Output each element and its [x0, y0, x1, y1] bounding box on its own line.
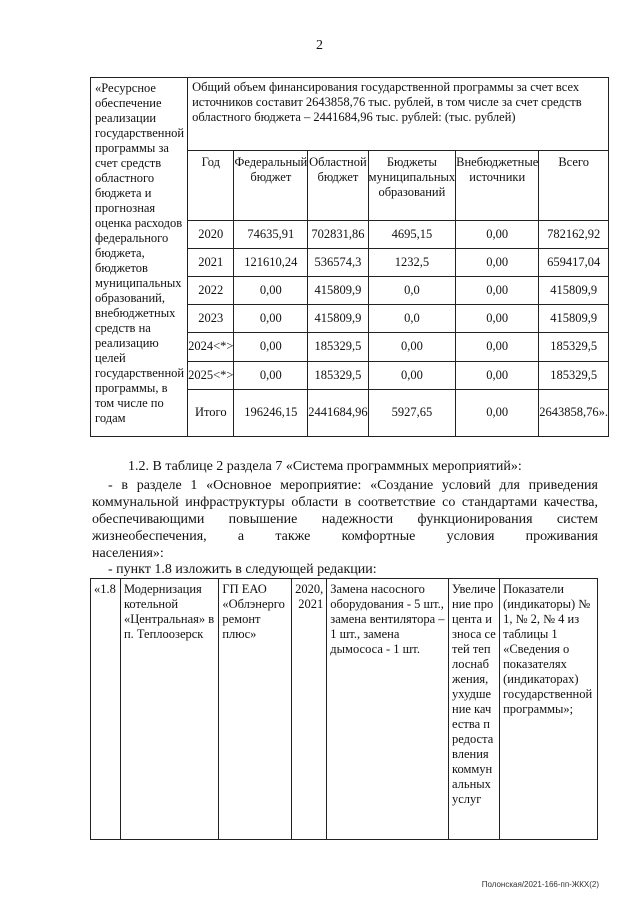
value-cell: 0,00 — [456, 389, 539, 436]
financing-intro: Общий объем финансирования государственной программы за счет всех источников составит 2643858,76 тыс. рублей, в том числе за счет средств областного бюджета – 2441684,96 тыс. рублей: (тыс. рублей) — [188, 78, 609, 151]
value-cell: 1232,5 — [368, 248, 456, 276]
value-cell: 415809,9 — [539, 277, 609, 305]
value-cell: 415809,9 — [539, 305, 609, 333]
value-cell: 196246,15 — [234, 389, 308, 436]
value-cell: 0,00 — [456, 277, 539, 305]
resource-label: «Ресурсное обеспечение реализации государственной программы за счет средств областного бюджета и прогнозная оценка расходов федерального бюджета, бюджетов муниципальных образований, внебюджетных средств на реализацию целей государственной программы, в том числе по годам — [91, 78, 188, 437]
value-cell: 0,00 — [456, 220, 539, 248]
value-cell: 185329,5 — [308, 333, 368, 361]
header-cell: Год — [188, 151, 234, 220]
item-years-cell: 2020, 2021 — [292, 579, 327, 840]
paragraph-item-1-8: - пункт 1.8 изложить в следующей редакции: — [108, 562, 377, 577]
value-cell: 0,0 — [368, 305, 456, 333]
value-cell: 0,00 — [234, 305, 308, 333]
value-cell: 0,00 — [368, 333, 456, 361]
value-cell: 659417,04 — [539, 248, 609, 276]
total-label-cell: Итого — [188, 389, 234, 436]
value-cell: 0,00 — [234, 361, 308, 389]
value-cell: 74635,91 — [234, 220, 308, 248]
table-row — [91, 579, 598, 840]
paragraph-section-1: - в разделе 1 «Основное мероприятие: «Создание условий для приведения коммунальной инфраструктуры области в соответствие со стандартами качества, обеспечивающими повышение надежности функционирования систем жизнеобеспечения, а также комфортные условия проживания — [92, 478, 598, 544]
value-cell: 185329,5 — [308, 361, 368, 389]
value-cell: 415809,9 — [308, 305, 368, 333]
page-number: 2 — [316, 38, 323, 53]
footer-reference: Полонская/2021-166-пп-ЖКХ(2) — [481, 880, 599, 889]
value-cell: 782162,92 — [539, 220, 609, 248]
value-cell: 536574,3 — [308, 248, 368, 276]
year-cell: 2022 — [188, 277, 234, 305]
value-cell: 0,00 — [456, 248, 539, 276]
item-consequence-cell: Увеличение процента износа сетей теплоснабжения, ухудшение качества предоставления коммунальных услуг — [449, 579, 500, 840]
value-cell: 185329,5 — [539, 361, 609, 389]
year-cell: 2023 — [188, 305, 234, 333]
value-cell: 0,00 — [234, 277, 308, 305]
year-cell: 2024<*> — [188, 333, 234, 361]
item-table — [90, 578, 598, 840]
paragraph-section-table2: 1.2. В таблице 2 раздела 7 «Система программных мероприятий»: — [128, 459, 522, 474]
value-cell: 0,00 — [456, 333, 539, 361]
header-cell: Бюджеты муниципальных образований — [368, 151, 456, 220]
header-cell: Федеральный бюджет — [234, 151, 308, 220]
value-cell: 5927,65 — [368, 389, 456, 436]
value-cell: 0,00 — [368, 361, 456, 389]
value-cell: 185329,5 — [539, 333, 609, 361]
value-cell: 2643858,76». — [539, 389, 609, 436]
value-cell: 702831,86 — [308, 220, 368, 248]
header-cell: Областной бюджет — [308, 151, 368, 220]
item-result-cell: Замена насосного оборудования - 5 шт., замена вентилятора – 1 шт., замена дымососа - 1 шт. — [327, 579, 449, 840]
paragraph-section-1-end: населения»: — [92, 546, 164, 561]
value-cell: 2441684,96 — [308, 389, 368, 436]
year-cell: 2020 — [188, 220, 234, 248]
item-executor-cell: ГП ЕАО «Облэнерго ремонт плюс» — [219, 579, 292, 840]
item-indicators-cell: Показатели (индикаторы) № 1, № 2, № 4 из таблицы 1 «Сведения о показателях (индикаторах) государственной программы»; — [500, 579, 598, 840]
value-cell: 415809,9 — [308, 277, 368, 305]
year-cell: 2021 — [188, 248, 234, 276]
value-cell: 0,0 — [368, 277, 456, 305]
year-cell: 2025<*> — [188, 361, 234, 389]
value-cell: 0,00 — [234, 333, 308, 361]
value-cell: 121610,24 — [234, 248, 308, 276]
value-cell: 0,00 — [456, 361, 539, 389]
resource-table — [90, 77, 609, 437]
header-cell: Всего — [539, 151, 609, 220]
value-cell: 0,00 — [456, 305, 539, 333]
header-cell: Внебюджетные источники — [456, 151, 539, 220]
value-cell: 4695,15 — [368, 220, 456, 248]
item-number-cell: «1.8 — [91, 579, 121, 840]
item-name-cell: Модернизация котельной «Центральная» в п. Теплоозерск — [120, 579, 218, 840]
